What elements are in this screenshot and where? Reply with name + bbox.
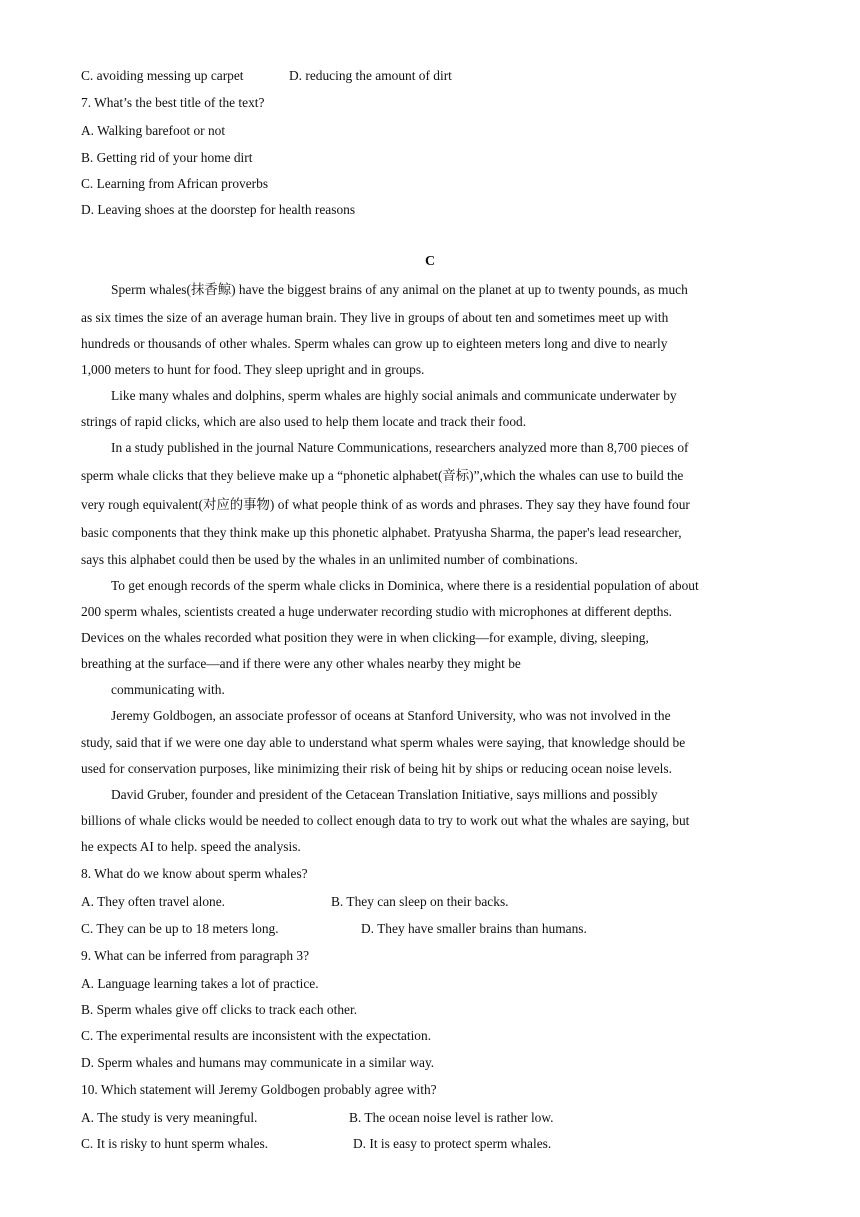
passage-line: he expects AI to help. speed the analysis. <box>81 839 301 854</box>
passage-line: 200 sperm whales, scientists created a huge underwater recording studio with microphones at different depths. <box>81 604 672 619</box>
passage-line: To get enough records of the sperm whale clicks in Dominica, where there is a residential population of about <box>111 578 699 593</box>
q7-option-b: B. Getting rid of your home dirt <box>81 150 253 165</box>
q7-question: 7. What’s the best title of the text? <box>81 95 265 110</box>
q10-option-a: A. The study is very meaningful. <box>81 1110 258 1125</box>
q8-option-d: D. They have smaller brains than humans. <box>361 921 587 936</box>
passage-line: Sperm whales(抹香鲸) have the biggest brains of any animal on the planet at up to twenty pounds, as much <box>111 282 688 297</box>
section-heading: C <box>424 254 436 269</box>
q7-option-d: D. Leaving shoes at the doorstep for health reasons <box>81 202 356 217</box>
passage-line: sperm whale clicks that they believe make up a “phonetic alphabet(音标)”,which the whales can use to build the <box>81 468 684 483</box>
q9-option-c: C. The experimental results are inconsistent with the expectation. <box>81 1028 432 1043</box>
passage-line: Jeremy Goldbogen, an associate professor of oceans at Stanford University, who was not involved in the <box>111 708 671 723</box>
passage-line: very rough equivalent(对应的事物) of what people think of as words and phrases. They say they have found four <box>81 497 690 512</box>
passage-line: billions of whale clicks would be needed to collect enough data to try to work out what the whales are saying, but <box>81 813 690 828</box>
q8-option-c: C. They can be up to 18 meters long. <box>81 921 279 936</box>
passage-line: Like many whales and dolphins, sperm whales are highly social animals and communicate underwater by <box>111 388 677 403</box>
q10-option-b: B. The ocean noise level is rather low. <box>349 1110 554 1125</box>
q9-option-b: B. Sperm whales give off clicks to track each other. <box>81 1002 358 1017</box>
q10-question: 10. Which statement will Jeremy Goldbogen probably agree with? <box>81 1082 437 1097</box>
passage-line: strings of rapid clicks, which are also used to help them locate and track their food. <box>81 414 527 429</box>
q10-option-d: D. It is easy to protect sperm whales. <box>353 1136 552 1151</box>
q7-option-c: C. Learning from African proverbs <box>81 176 269 191</box>
passage-line: David Gruber, founder and president of the Cetacean Translation Initiative, says millions and possibly <box>111 787 658 802</box>
passage-line: breathing at the surface—and if there were any other whales nearby they might be <box>81 656 521 671</box>
q9-option-d: D. Sperm whales and humans may communicate in a similar way. <box>81 1055 435 1070</box>
q10-option-c: C. It is risky to hunt sperm whales. <box>81 1136 269 1151</box>
passage-line: says this alphabet could then be used by the whales in an unlimited number of combinations. <box>81 552 578 567</box>
q6-option-d: D. reducing the amount of dirt <box>289 68 452 83</box>
passage-line: as six times the size of an average human brain. They live in groups of about ten and sometimes meet up with <box>81 310 669 325</box>
passage-line: used for conservation purposes, like minimizing their risk of being hit by ships or reducing ocean noise levels. <box>81 761 672 776</box>
passage-line: communicating with. <box>111 682 225 697</box>
q8-question: 8. What do we know about sperm whales? <box>81 866 308 881</box>
q8-option-a: A. They often travel alone. <box>81 894 226 909</box>
passage-line: basic components that they think make up this phonetic alphabet. Pratyusha Sharma, the paper's lead researcher, <box>81 525 682 540</box>
q6-option-c: C. avoiding messing up carpet <box>81 68 244 83</box>
q9-question: 9. What can be inferred from paragraph 3? <box>81 948 310 963</box>
passage-line: study, said that if we were one day able to understand what sperm whales were saying, that knowledge should be <box>81 735 686 750</box>
passage-line: 1,000 meters to hunt for food. They sleep upright and in groups. <box>81 362 425 377</box>
passage-line: In a study published in the journal Nature Communications, researchers analyzed more than 8,700 pieces of <box>111 440 689 455</box>
q9-option-a: A. Language learning takes a lot of practice. <box>81 976 319 991</box>
q8-option-b: B. They can sleep on their backs. <box>331 894 509 909</box>
passage-line: hundreds or thousands of other whales. Sperm whales can grow up to eighteen meters long and dive to nearly <box>81 336 668 351</box>
q7-option-a: A. Walking barefoot or not <box>81 123 226 138</box>
passage-line: Devices on the whales recorded what position they were in when clicking—for example, diving, sleeping, <box>81 630 649 645</box>
